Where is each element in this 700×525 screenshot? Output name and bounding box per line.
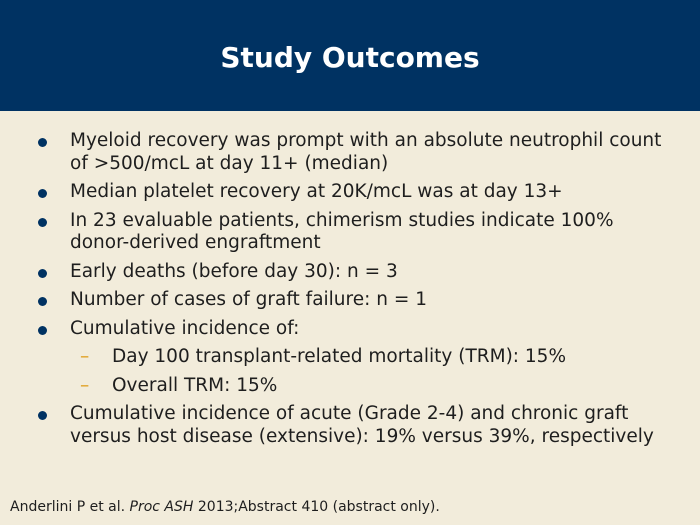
sub-bullet-item	[80, 375, 676, 398]
bullet-text: Early deaths (before day 30): n = 3	[70, 260, 398, 282]
bullet-text: Myeloid recovery was prompt with an absolute neutrophil count of >500/mcL at day 11+ (median)	[70, 130, 662, 174]
bullet-dot-icon	[38, 326, 47, 335]
citation	[10, 498, 440, 516]
sub-bullet-text: Day 100 transplant-related mortality (TRM): 15%	[112, 346, 567, 367]
bullet-text: In 23 evaluable patients, chimerism studies indicate 100% donor-derived engraftment	[70, 209, 614, 253]
bullet-item	[36, 403, 676, 448]
bullet-item	[36, 210, 676, 255]
citation-authors: Anderlini P et al.	[10, 499, 126, 515]
bullet-dot-icon	[38, 269, 47, 278]
bullet-item	[36, 181, 676, 204]
sub-bullet-text: Overall TRM: 15%	[112, 374, 278, 396]
bullet-text: Number of cases of graft failure: n = 1	[70, 289, 427, 310]
bullet-dot-icon	[38, 297, 47, 306]
citation-details: 2013;Abstract 410 (abstract only).	[197, 499, 440, 515]
bullet-item	[36, 261, 676, 284]
slide-title: Study Outcomes	[220, 41, 480, 74]
bullet-text: Cumulative incidence of:	[70, 317, 300, 339]
slide-header	[0, 0, 700, 111]
bullet-list	[36, 130, 676, 454]
bullet-text: Cumulative incidence of acute (Grade 2-4) and chronic graft versus host disease (extensive): 19% versus 39%, respectively	[70, 403, 654, 447]
bullet-item	[36, 289, 676, 312]
bullet-text: Median platelet recovery at 20K/mcL was at day 13+	[70, 181, 563, 202]
dash-icon: –	[80, 374, 90, 396]
bullet-dot-icon	[38, 189, 47, 198]
bullet-dot-icon	[38, 218, 47, 227]
bullet-item	[36, 130, 676, 175]
citation-journal: Proc ASH	[129, 499, 194, 515]
sub-bullet-item	[80, 346, 676, 369]
bullet-dot-icon	[38, 138, 47, 147]
bullet-item	[36, 318, 676, 341]
bullet-dot-icon	[38, 411, 47, 420]
dash-icon: –	[80, 346, 90, 367]
